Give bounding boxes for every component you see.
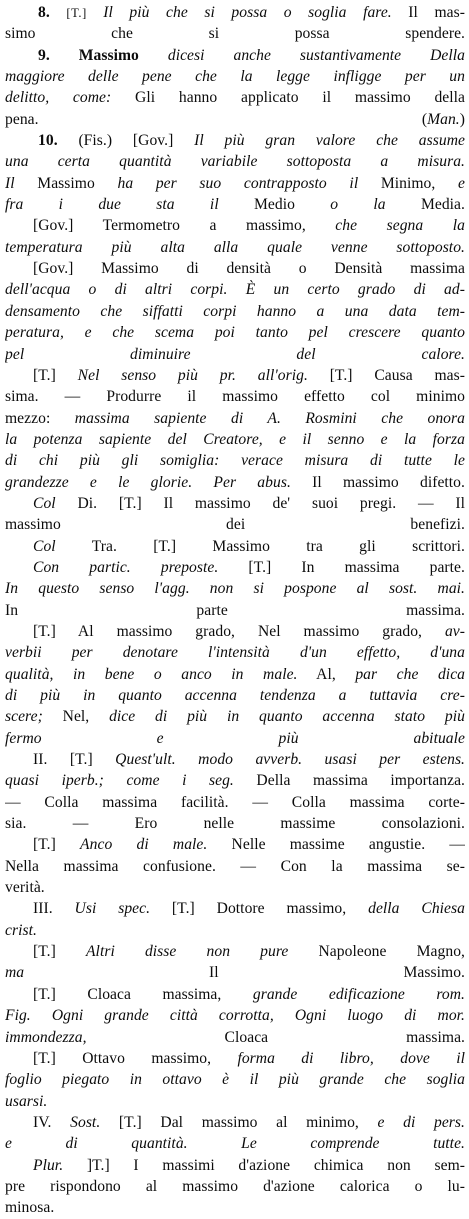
text-segment: [Gov.] Termometro a massimo,	[33, 217, 336, 235]
text-segment: scere;	[5, 708, 43, 726]
text-segment: verità.	[5, 879, 45, 897]
text-line	[5, 898, 465, 919]
text-segment: forma di libro, dove il	[237, 1049, 465, 1067]
text-line	[5, 2, 465, 23]
text-line	[5, 109, 465, 130]
text-segment: verbii per denotare l'intensità d'un effetto, d'una	[5, 644, 465, 662]
text-segment: Massimo	[14, 174, 118, 192]
text-line	[5, 151, 465, 172]
text-segment: fra i due sta il	[5, 196, 219, 214]
text-segment: In questo senso l'agg. non si pospone al sost. mai.	[5, 580, 465, 598]
text-segment: Massimo	[78, 46, 168, 64]
text-line	[5, 664, 465, 685]
text-segment: pel diminuire del calore.	[5, 345, 465, 363]
text-line	[5, 1197, 465, 1218]
text-line	[5, 1176, 465, 1197]
text-segment: e	[458, 174, 465, 192]
text-line	[5, 600, 465, 621]
text-segment: [T.]	[33, 836, 81, 854]
text-segment: Altri disse non pure	[85, 943, 289, 961]
text-line	[5, 770, 465, 791]
text-segment: sia. — Ero nelle massime consolazioni.	[5, 815, 465, 833]
text-line	[5, 877, 465, 898]
text-segment: Plur.	[33, 1156, 64, 1174]
text-line	[5, 1027, 465, 1048]
text-segment: Sost.	[70, 1113, 101, 1131]
text-segment: qualità, in bene o anco in male.	[5, 665, 298, 683]
text-line	[5, 365, 465, 386]
text-line	[5, 87, 465, 108]
text-segment: Tra. [T.] Massimo tra gli scrittori.	[55, 537, 465, 555]
text-segment: Col	[33, 537, 56, 555]
text-segment: della Chiesa	[368, 900, 465, 918]
text-line	[5, 792, 465, 813]
text-segment: e di quantità. Le comprende tutte.	[5, 1135, 465, 1153]
text-line	[5, 408, 465, 429]
text-line	[5, 215, 465, 236]
text-segment: Cloaca massima.	[86, 1028, 465, 1046]
text-line	[5, 429, 465, 450]
text-line	[5, 450, 465, 471]
text-segment: Con partic. preposte.	[33, 558, 219, 576]
text-segment: massima sapiente di A. Rosmini che onora	[74, 409, 465, 427]
text-segment: [Gov.] Massimo di densità o Densità massima	[33, 260, 465, 278]
text-segment: minosa.	[5, 1199, 55, 1217]
text-segment: Il	[5, 174, 15, 192]
text-segment: ]T.] I massimi d'azione chimica non sem-	[63, 1156, 465, 1174]
text-segment: Il massimo difetto.	[290, 473, 465, 491]
text-segment: 10.	[38, 132, 79, 150]
text-segment: pre rispondono al massimo d'azione calorica o lu-	[5, 1177, 465, 1195]
text-segment: — Colla massima facilità. — Colla massima corte-	[5, 793, 465, 811]
text-line	[5, 194, 465, 215]
text-segment: simo che si possa spendere.	[5, 25, 465, 43]
text-segment: ma	[5, 964, 25, 982]
text-segment: Medio	[218, 196, 331, 214]
text-segment: Nel senso più pr. all'orig.	[77, 366, 308, 384]
text-segment: [T.] Cloaca massima,	[33, 985, 253, 1003]
text-line	[5, 941, 465, 962]
text-line	[5, 130, 465, 151]
text-segment: [T.]	[33, 943, 86, 961]
text-segment: Minimo,	[358, 174, 459, 192]
text-line	[5, 258, 465, 279]
text-segment: [T.] Causa mas-	[307, 366, 465, 384]
text-segment: [T.] Dottore massimo,	[150, 900, 369, 918]
text-line	[5, 920, 465, 941]
text-segment: crist.	[5, 921, 37, 939]
text-line	[5, 1005, 465, 1026]
text-line	[5, 984, 465, 1005]
text-segment: di più in quanto accenna tendenza a tuttavia cre-	[5, 687, 465, 704]
text-line	[5, 706, 465, 727]
text-segment: temperatura più alta alla quale venne sottoposto.	[5, 238, 465, 256]
text-segment: Fig. Ogni grande città corrotta, Ogni luogo di mor.	[5, 1007, 465, 1025]
text-segment: IV.	[33, 1113, 71, 1131]
text-segment: Il più che si possa o soglia fare.	[103, 4, 392, 21]
text-segment: che segna la	[335, 217, 465, 235]
text-line	[5, 685, 465, 706]
text-segment: di chi più gli somiglia: verace misura di tutte le	[5, 452, 465, 470]
text-segment: dice di più in quanto accenna stato più	[109, 708, 465, 726]
text-segment: sima. — Produrre il massimo effetto col minimo	[5, 388, 465, 406]
text-line	[5, 45, 465, 66]
text-segment: Quest'ult. modo avverb. usasi per estens.	[115, 751, 465, 769]
text-line	[5, 856, 465, 877]
text-segment: In parte massima.	[5, 601, 465, 619]
text-segment: 8.	[38, 4, 67, 21]
text-segment: densamento che siffatti corpi hanno a una data tem-	[5, 302, 465, 320]
text-segment: quasi iperb.; come i seg.	[5, 772, 234, 790]
text-segment: immondezza,	[5, 1028, 87, 1046]
text-line	[5, 23, 465, 44]
text-line	[5, 472, 465, 493]
text-segment: Nella massima confusione. — Con la massima se-	[5, 857, 465, 875]
text-segment: [T.] Ottavo massimo,	[33, 1049, 238, 1067]
text-line	[5, 493, 465, 514]
text-segment: pena. (	[5, 110, 428, 128]
text-line	[5, 621, 465, 642]
text-line	[5, 322, 465, 343]
text-segment: II. [T.]	[33, 751, 116, 769]
text-segment: delitto, come:	[5, 89, 112, 107]
text-line	[5, 962, 465, 983]
text-segment: [T.]	[33, 366, 78, 384]
text-segment: dell'acqua o di altri corpi. È un certo grado di ad-	[5, 281, 465, 299]
text-line	[5, 578, 465, 599]
text-segment: [T.] Al massimo grado, Nel massimo grado,	[33, 622, 445, 640]
text-segment: [T.] In massima parte.	[218, 558, 465, 576]
text-line	[5, 173, 465, 194]
text-line	[5, 557, 465, 578]
text-segment: )	[459, 110, 465, 128]
text-line	[5, 279, 465, 300]
text-segment: Usi spec.	[74, 900, 151, 918]
text-segment: Di. [T.] Il massimo de' suoi pregi. — Il	[55, 494, 465, 512]
text-line	[5, 642, 465, 663]
text-segment: grandezze e le glorie. Per abus.	[5, 473, 291, 491]
text-line	[5, 834, 465, 855]
text-line	[5, 66, 465, 87]
text-segment: foglio piegato in ottavo è il più grande che soglia	[5, 1071, 465, 1089]
text-segment: III.	[33, 900, 75, 918]
text-line	[5, 749, 465, 770]
text-line	[5, 1112, 465, 1133]
text-segment: Della massima importanza.	[233, 772, 465, 790]
text-segment: maggiore delle pene che la legge infligge per un	[5, 68, 465, 86]
text-segment: Nel,	[42, 708, 110, 726]
text-segment: Man.	[427, 110, 460, 128]
text-line	[5, 1069, 465, 1090]
text-segment: Media.	[385, 196, 465, 214]
text-line	[5, 1155, 465, 1176]
text-line	[5, 1091, 465, 1112]
text-line	[5, 728, 465, 749]
text-line	[5, 1133, 465, 1154]
text-segment: Nelle massime angustie. —	[207, 836, 465, 854]
text-line	[5, 514, 465, 535]
text-segment: [T.]	[66, 6, 104, 20]
text-line	[5, 536, 465, 557]
text-line	[5, 386, 465, 407]
text-line	[5, 237, 465, 258]
text-segment: grande edificazione rom.	[252, 985, 465, 1003]
text-segment: Il mas-	[391, 4, 465, 21]
text-segment: Il più gran valore che assume	[194, 132, 465, 150]
text-segment: fermo e più abituale	[5, 729, 465, 747]
text-segment: [T.] Dal massimo al minimo,	[100, 1113, 378, 1131]
text-line	[5, 1048, 465, 1069]
text-segment: ha per suo contrapposto il	[117, 174, 359, 192]
text-segment: (Fis.) [Gov.]	[78, 132, 195, 150]
text-segment: dicesi anche sustantivamente Della	[167, 46, 465, 64]
text-segment: Napoleone Magno,	[288, 943, 465, 961]
text-line	[5, 813, 465, 834]
text-segment: o la	[330, 196, 386, 214]
text-segment: Gli hanno applicato il massimo della	[111, 89, 465, 107]
text-line	[5, 301, 465, 322]
text-segment: Al,	[297, 665, 356, 683]
text-segment: usarsi.	[5, 1092, 48, 1110]
text-segment: Anco di male.	[80, 836, 208, 854]
text-segment: massimo dei benefizi.	[5, 516, 465, 534]
text-segment: Il Massimo.	[24, 964, 465, 982]
text-line	[5, 344, 465, 365]
text-segment: la potenza sapiente del Creatore, e il senno e la forza	[5, 430, 465, 448]
text-segment: Col	[33, 494, 56, 512]
text-segment: 9.	[38, 46, 79, 64]
text-segment: e di pers.	[377, 1113, 465, 1131]
text-segment: av-	[444, 622, 465, 640]
text-segment: peratura, e che scema poi tanto pel crescere quanto	[5, 324, 465, 342]
text-segment: mezzo:	[5, 409, 75, 427]
text-segment: par che dica	[355, 665, 465, 683]
text-segment: una certa quantità variabile sottoposta a misura.	[5, 153, 465, 171]
